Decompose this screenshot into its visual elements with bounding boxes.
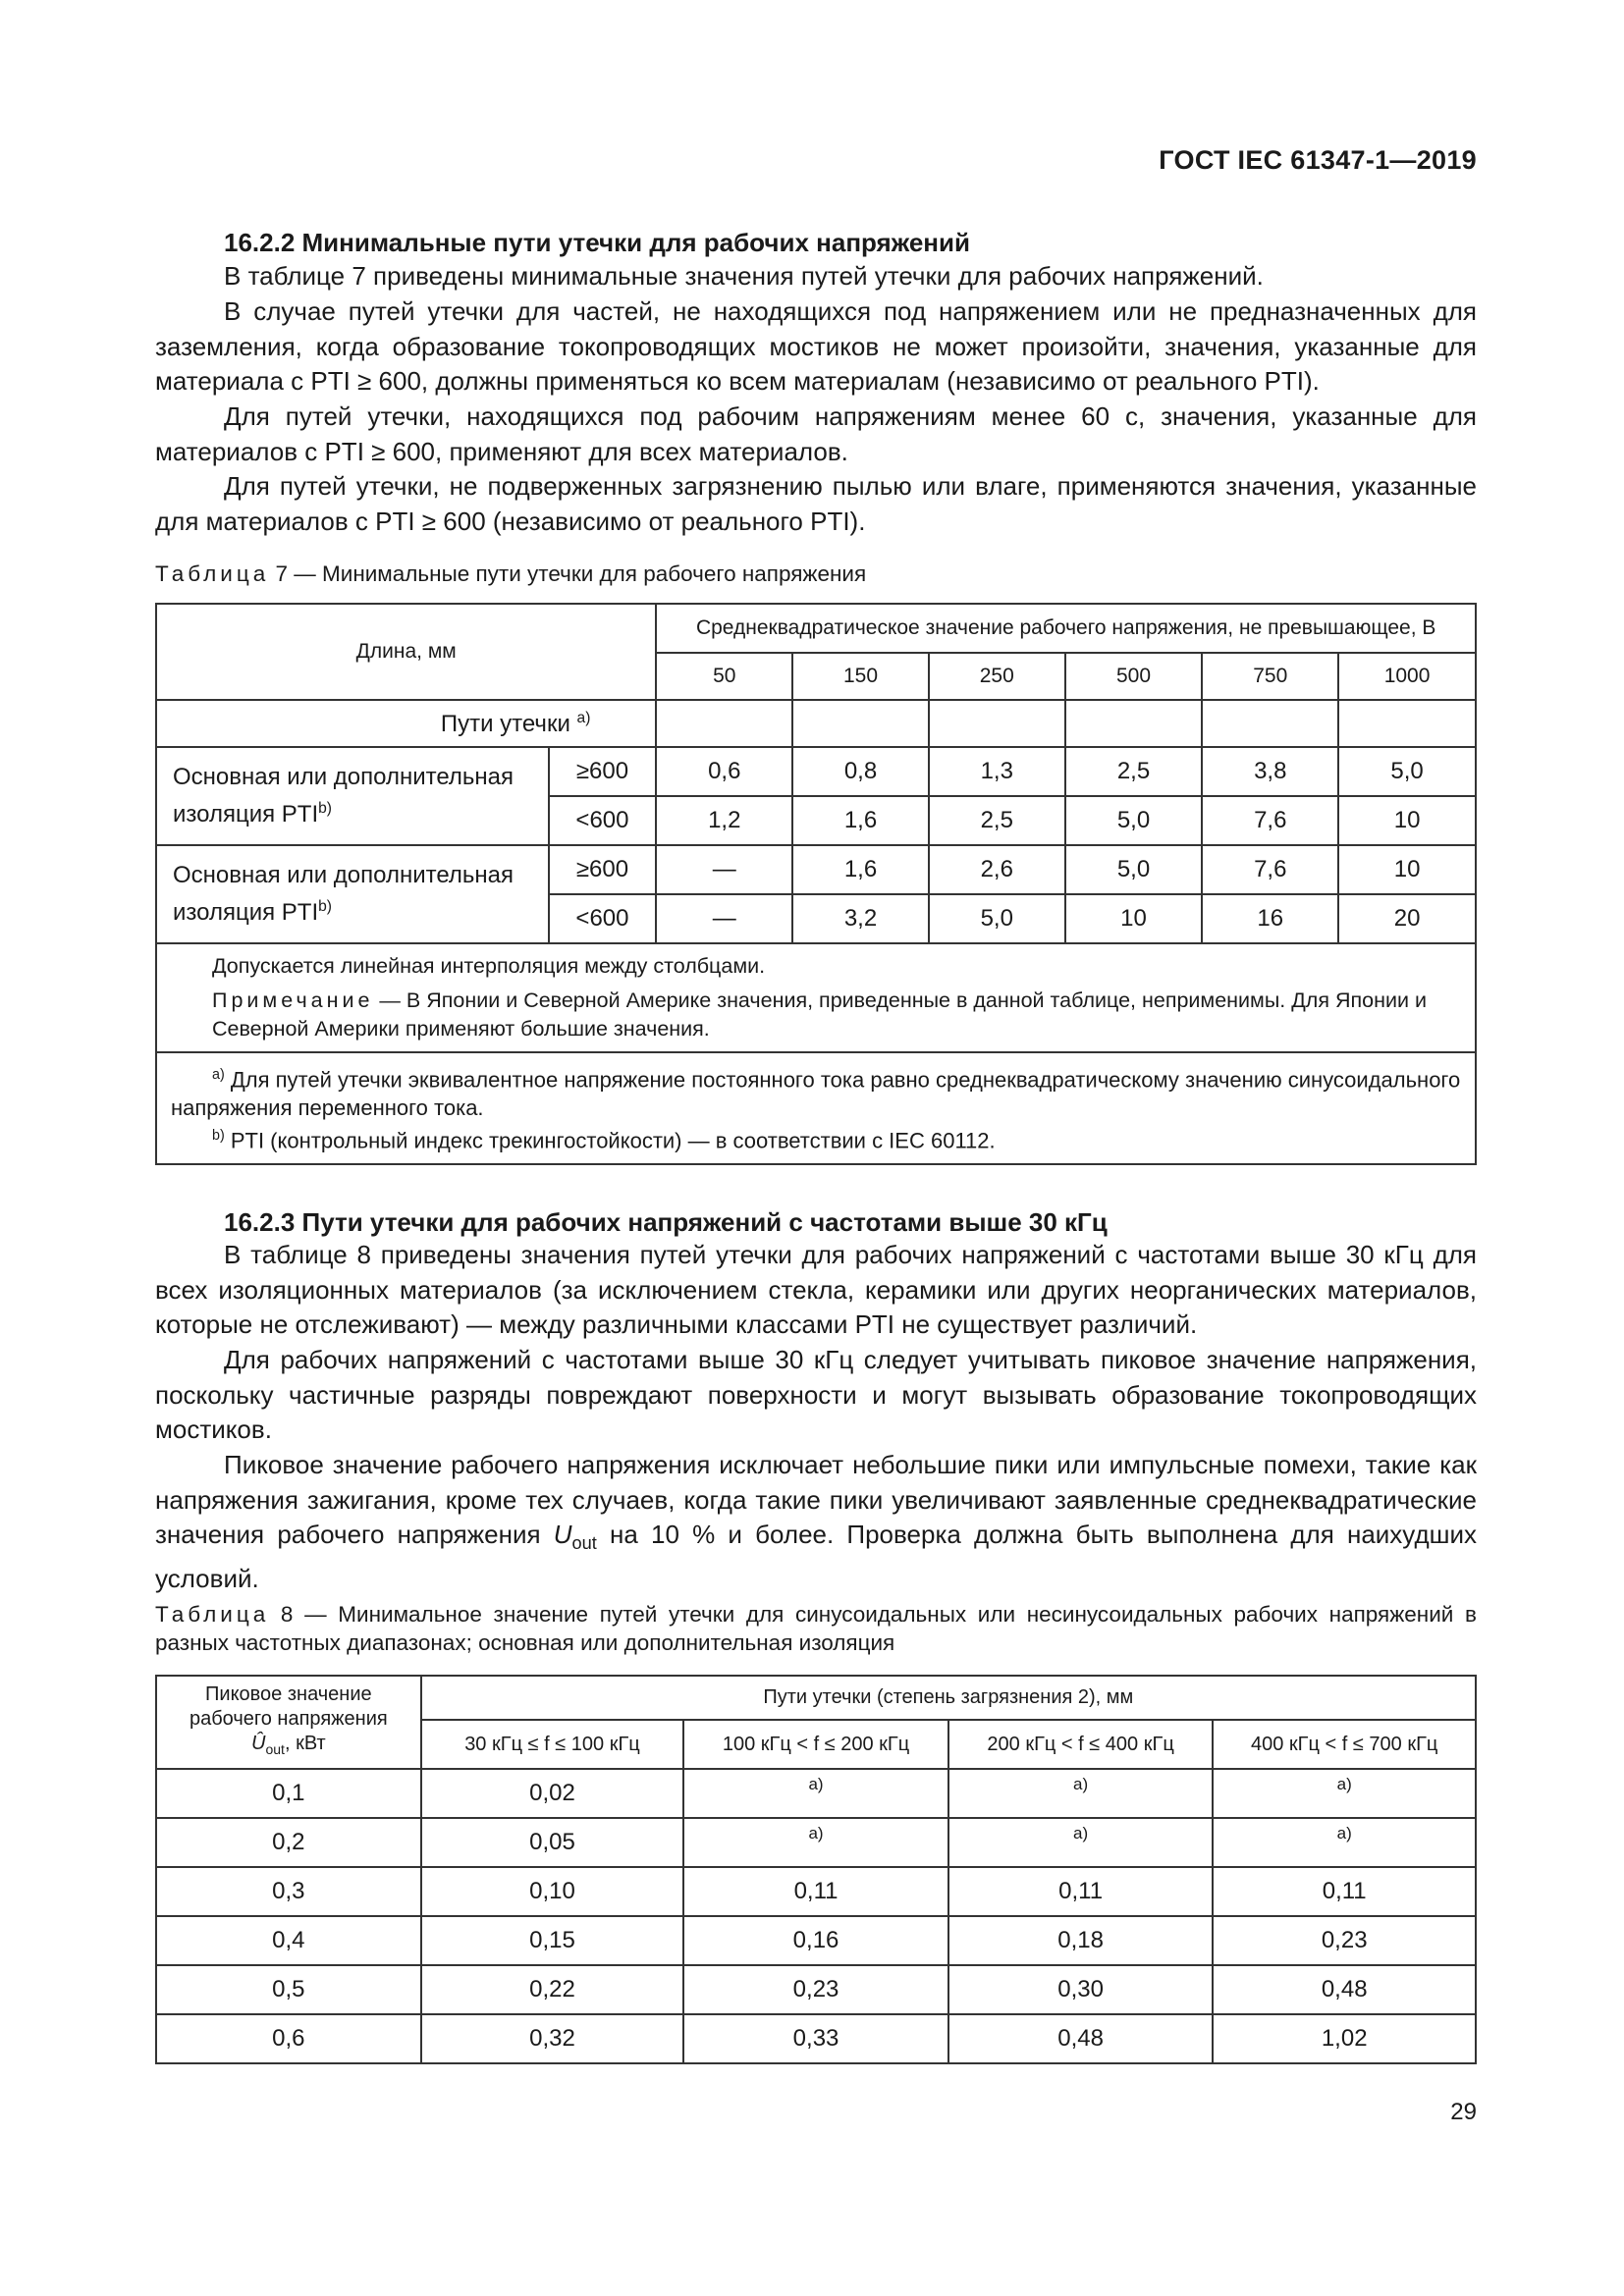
freq-header: 30 кГц ≤ f ≤ 100 кГц <box>421 1720 684 1769</box>
paragraph: В таблице 7 приведены минимальные значения путей утечки для рабочих напряжений. <box>224 261 1264 291</box>
value-cell: 20 <box>1338 894 1476 943</box>
creepage-label: Пути утечки $^{a)}$ <box>156 700 656 747</box>
voltage-header: Среднеквадратическое значение рабочего напряжения, не превышающее, В <box>656 604 1476 653</box>
voltage-col: 250 <box>929 653 1065 700</box>
voltage-col: 500 <box>1065 653 1203 700</box>
table-7 <box>155 603 1477 1165</box>
value-cell: 0,6 <box>656 747 792 796</box>
table-row <box>156 845 1476 894</box>
voltage-col: 1000 <box>1338 653 1476 700</box>
paragraph: В случае путей утечки для частей, не находящихся под напряжением или не предназначенных для заземления, когда образование токопроводящих мостиков не может произойти, значения, указанные для материала с PTI ≥ 600, должны применяться ко всем материалам (независимо от реального PTI). <box>155 296 1477 396</box>
voltage-col: 150 <box>792 653 929 700</box>
value-cell: 1,6 <box>792 845 929 894</box>
value-cell: 5,0 <box>1065 845 1203 894</box>
value-cell: 7,6 <box>1202 796 1338 845</box>
table-7-caption: Таблица 7 — Минимальные пути утечки для рабочего напряжения <box>155 561 867 586</box>
voltage-col: 750 <box>1202 653 1338 700</box>
value-cell: 5,0 <box>1065 796 1203 845</box>
table-8 <box>155 1675 1477 2064</box>
value-cell: 2,5 <box>1065 747 1203 796</box>
pti-cell: ≥600 <box>549 747 657 796</box>
value-cell: 10 <box>1065 894 1203 943</box>
value-cell: 1,3 <box>929 747 1065 796</box>
table-7-footnotes <box>156 1052 1476 1164</box>
table-8-caption: Таблица 8 — Минимальное значение путей утечки для синусоидальных или несинусоидальных рабочих напряжений в разных частотных диапазонах; основная или дополнительная изоляция <box>155 1602 1477 1655</box>
paragraph: Пиковое значение рабочего напряжения исключает небольшие пики или импульсные помехи, такие как напряжения зажигания, кроме тех случаев, когда такие пики увеличивают заявленные среднеквадратические значения рабочего напряжения $U_{out}$ на 10 % и более. Проверка должна быть выполнена для наихудших условий. <box>155 1450 1477 1593</box>
value-cell: — <box>656 894 792 943</box>
paragraph: Для путей утечки, находящихся под рабочим напряжениям менее 60 с, значения, указанные для материалов с PTI ≥ 600, применяют для всех материалов. <box>155 401 1477 466</box>
note-interpolation: Допускается линейная интерполяция между столбцами. <box>212 954 766 978</box>
table-row: 0,2 0,05 a) a) a) <box>156 1818 1476 1867</box>
value-cell: 3,8 <box>1202 747 1338 796</box>
value-cell: 10 <box>1338 796 1476 845</box>
value-cell: 1,2 <box>656 796 792 845</box>
freq-header: 200 кГц < f ≤ 400 кГц <box>948 1720 1214 1769</box>
table-row: 0,3 0,10 0,11 0,11 0,11 <box>156 1867 1476 1916</box>
value-cell: 7,6 <box>1202 845 1338 894</box>
value-cell: 0,8 <box>792 747 929 796</box>
section-title-16-2-2: 16.2.2 Минимальные пути утечки для рабочих напряжений <box>224 228 970 257</box>
table-row <box>156 747 1476 796</box>
table-row: 0,5 0,22 0,23 0,30 0,48 <box>156 1965 1476 2014</box>
value-cell: 5,0 <box>1338 747 1476 796</box>
table-row: 0,4 0,15 0,16 0,18 0,23 <box>156 1916 1476 1965</box>
document-header: ГОСТ IEC 61347-1—2019 <box>1159 145 1477 175</box>
table-row: 0,6 0,32 0,33 0,48 1,02 <box>156 2014 1476 2063</box>
pti-cell: ≥600 <box>549 845 657 894</box>
voltage-col: 50 <box>656 653 792 700</box>
value-cell: 5,0 <box>929 894 1065 943</box>
row-group-label: Основная или дополнительная изоляция PTI$^{b)}$ <box>156 845 549 943</box>
value-cell: 1,6 <box>792 796 929 845</box>
freq-header: 100 кГц < f ≤ 200 кГц <box>683 1720 948 1769</box>
peak-voltage-header: Пиковое значение рабочего напряжения $Û_{out}$, кВт <box>156 1676 421 1769</box>
footnote-b: $^{b)}$ PTI (контрольный индекс трекингостойкости) — в соответствии с IEC 60112. <box>212 1128 996 1153</box>
table-row: 0,1 0,02 a) a) a) <box>156 1769 1476 1818</box>
paragraph: Для рабочих напряжений с частотами выше 30 кГц следует учитывать пиковое значение напряжения, поскольку частичные разряды повреждают поверхности и могут вызывать образование токопроводящих мостиков. <box>155 1345 1477 1444</box>
value-cell: 10 <box>1338 845 1476 894</box>
pti-cell: <600 <box>549 796 657 845</box>
creepage-header: Пути утечки (степень загрязнения 2), мм <box>421 1676 1476 1720</box>
page-number: 29 <box>1450 2099 1477 2125</box>
value-cell: 2,6 <box>929 845 1065 894</box>
note-primechanie: Примечание — В Японии и Северной Америке значения, приведенные в данной таблице, неприменимы. Для Японии и Северной Америки применяют большие значения. <box>212 988 1427 1041</box>
value-cell: 2,5 <box>929 796 1065 845</box>
pti-cell: <600 <box>549 894 657 943</box>
footnote-a: $^{a)}$ Для путей утечки эквивалентное напряжение постоянного тока равно среднеквадратическому значению синусоидального напряжения переменного тока. <box>171 1067 1461 1121</box>
section-title-16-2-3: 16.2.3 Пути утечки для рабочих напряжений с частотами выше 30 кГц <box>224 1207 1108 1237</box>
length-header: Длина, мм <box>156 604 656 700</box>
paragraph: Для путей утечки, не подверженных загрязнению пылью или влаге, применяются значения, указанные для материалов с PTI ≥ 600 (независимо от реального PTI). <box>155 471 1477 536</box>
value-cell: — <box>656 845 792 894</box>
table-7-notes <box>156 943 1476 1052</box>
freq-header: 400 кГц < f ≤ 700 кГц <box>1213 1720 1476 1769</box>
value-cell: 16 <box>1202 894 1338 943</box>
paragraph: В таблице 8 приведены значения путей утечки для рабочих напряжений с частотами выше 30 кГц для всех изоляционных материалов (за исключением стекла, керамики или других неорганических материалов, которые не отслеживают) — между различными классами PTI не существует различий. <box>155 1240 1477 1339</box>
row-group-label: Основная или дополнительная изоляция PTI$^{b)}$ <box>156 747 549 845</box>
value-cell: 3,2 <box>792 894 929 943</box>
